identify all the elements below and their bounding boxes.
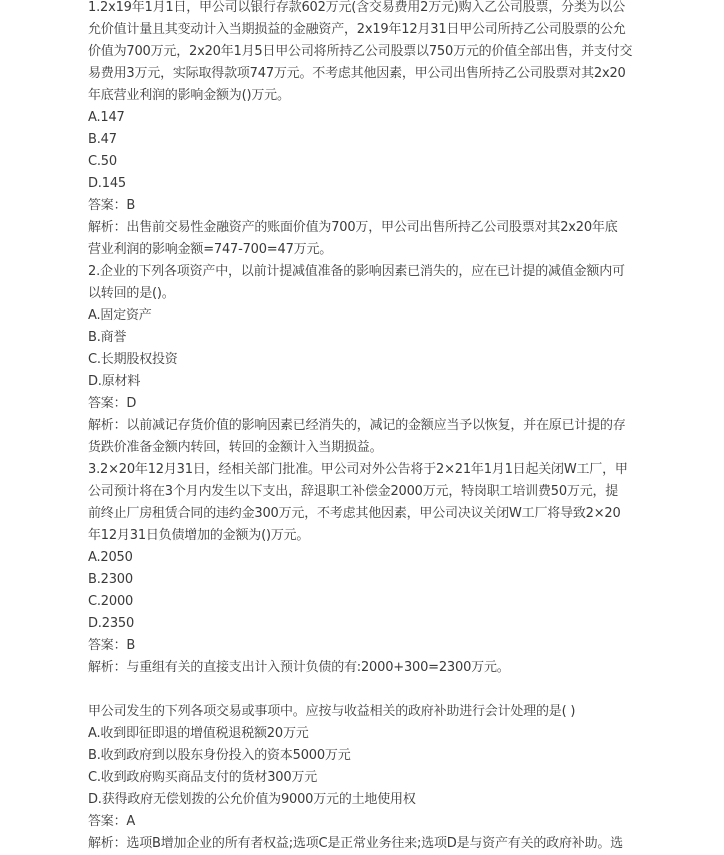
option-c — [88, 767, 688, 789]
question-3-text: 前终止厂房租赁合同的违约金300万元，不考虑其他因素，甲公司决议关闭W工厂将导致2×20 — [88, 506, 621, 521]
option-c-text: C.收到政府购买商品支付的货材300万元 — [88, 770, 318, 785]
blank — [88, 679, 688, 701]
option-b — [88, 327, 688, 349]
explanation-text: 营业利润的影响金额=747-700=47万元。 — [88, 242, 333, 257]
option-b-text: B.2300 — [88, 572, 133, 587]
option-c-text: C.2000 — [88, 594, 134, 609]
question-1-text: 1.2x19年1月1日，甲公司以银行存款602万元(含交易费用2万元)购入乙公司股票，分类为以公 — [88, 0, 626, 15]
explanation-text: 解析：选项B增加企业的所有者权益;选项C是正常业务往来;选项D是与资产有关的政府补助。选 — [88, 836, 623, 851]
question-1-text: 易费用3万元，实际取得款项747万元。不考虑其他因素，甲公司出售所持乙公司股票对其2x20 — [88, 66, 626, 81]
option-d-text: D.2350 — [88, 616, 135, 631]
explanation — [88, 833, 688, 855]
option-b-text: B.47 — [88, 132, 117, 147]
explanation-text: 解析：与重组有关的直接支出计入预计负债的有:2000+300=2300万元。 — [88, 660, 510, 675]
explanation-text: 货跌价准备金额内转回，转回的金额计入当期损益。 — [88, 440, 383, 455]
question-3 — [88, 459, 688, 547]
option-c-text: C.50 — [88, 154, 117, 169]
explanation — [88, 415, 688, 459]
question-3-text: 公司预计将在3个月内发生以下支出，辞退职工补偿金2000万元，特岗职工培训费50万元，提 — [88, 484, 619, 499]
question-3-text: 3.2×20年12月31日，经相关部门批准。甲公司对外公告将于2×21年1月1日起关闭W工厂，甲 — [88, 462, 628, 477]
explanation-text: 解析：以前减记存货价值的影响因素已经消失的，减记的金额应当予以恢复，并在原已计提的存 — [88, 418, 626, 433]
option-c-text: C.长期股权投资 — [88, 352, 178, 367]
question-1-text: 年底营业利润的影响金额为()万元。 — [88, 88, 290, 103]
question-1-text: 允价值计量且其变动计入当期损益的金融资产，2x19年12月31日甲公司所持乙公司股票的公允 — [88, 22, 626, 37]
option-a-text: A.固定资产 — [88, 308, 152, 323]
question-3-text: 年12月31日负债增加的金额为()万元。 — [88, 528, 310, 543]
answer — [88, 635, 688, 657]
option-b-text: B.收到政府到以股东身份投入的资本5000万元 — [88, 748, 351, 763]
option-b — [88, 129, 688, 151]
question-2-text: 以转回的是()。 — [88, 286, 175, 301]
option-b — [88, 745, 688, 767]
option-d — [88, 371, 688, 393]
answer-text: 答案：B — [88, 638, 136, 653]
answer — [88, 811, 688, 833]
option-a — [88, 723, 688, 745]
question-2 — [88, 261, 688, 305]
answer-text: 答案：B — [88, 198, 136, 213]
explanation — [88, 657, 688, 679]
option-b-text: B.商誉 — [88, 330, 127, 345]
explanation — [88, 217, 688, 261]
question-2-text: 2.企业的下列各项资产中，以前计提减值准备的影响因素已消失的，应在已计提的减值金额内可 — [88, 264, 625, 279]
option-d-text: D.获得政府无偿划拨的公允价值为9000万元的土地使用权 — [88, 792, 416, 807]
question-document — [88, 0, 688, 855]
question-4 — [88, 701, 688, 723]
explanation-text: 解析：出售前交易性金融资产的账面价值为700万，甲公司出售所持乙公司股票对其2x20年底 — [88, 220, 618, 235]
option-a — [88, 107, 688, 129]
question-1 — [88, 0, 688, 107]
option-a — [88, 547, 688, 569]
option-c — [88, 591, 688, 613]
option-a-text: A.2050 — [88, 550, 133, 565]
question-1-text: 价值为700万元，2x20年1月5日甲公司将所持乙公司股票以750万元的价值全部出售，并支付交 — [88, 44, 633, 59]
option-d-text: D.145 — [88, 176, 126, 191]
option-d — [88, 173, 688, 195]
answer — [88, 393, 688, 415]
option-d-text: D.原材料 — [88, 374, 141, 389]
answer-text: 答案：A — [88, 814, 136, 829]
option-d — [88, 613, 688, 635]
answer — [88, 195, 688, 217]
question-4-text: 甲公司发生的下列各项交易或事项中。应按与收益相关的政府补助进行会计处理的是( ) — [88, 704, 576, 719]
option-c — [88, 349, 688, 371]
answer-text: 答案：D — [88, 396, 137, 411]
option-d — [88, 789, 688, 811]
option-b — [88, 569, 688, 591]
option-c — [88, 151, 688, 173]
option-a — [88, 305, 688, 327]
option-a-text: A.147 — [88, 110, 125, 125]
option-a-text: A.收到即征即退的增值税退税额20万元 — [88, 726, 309, 741]
